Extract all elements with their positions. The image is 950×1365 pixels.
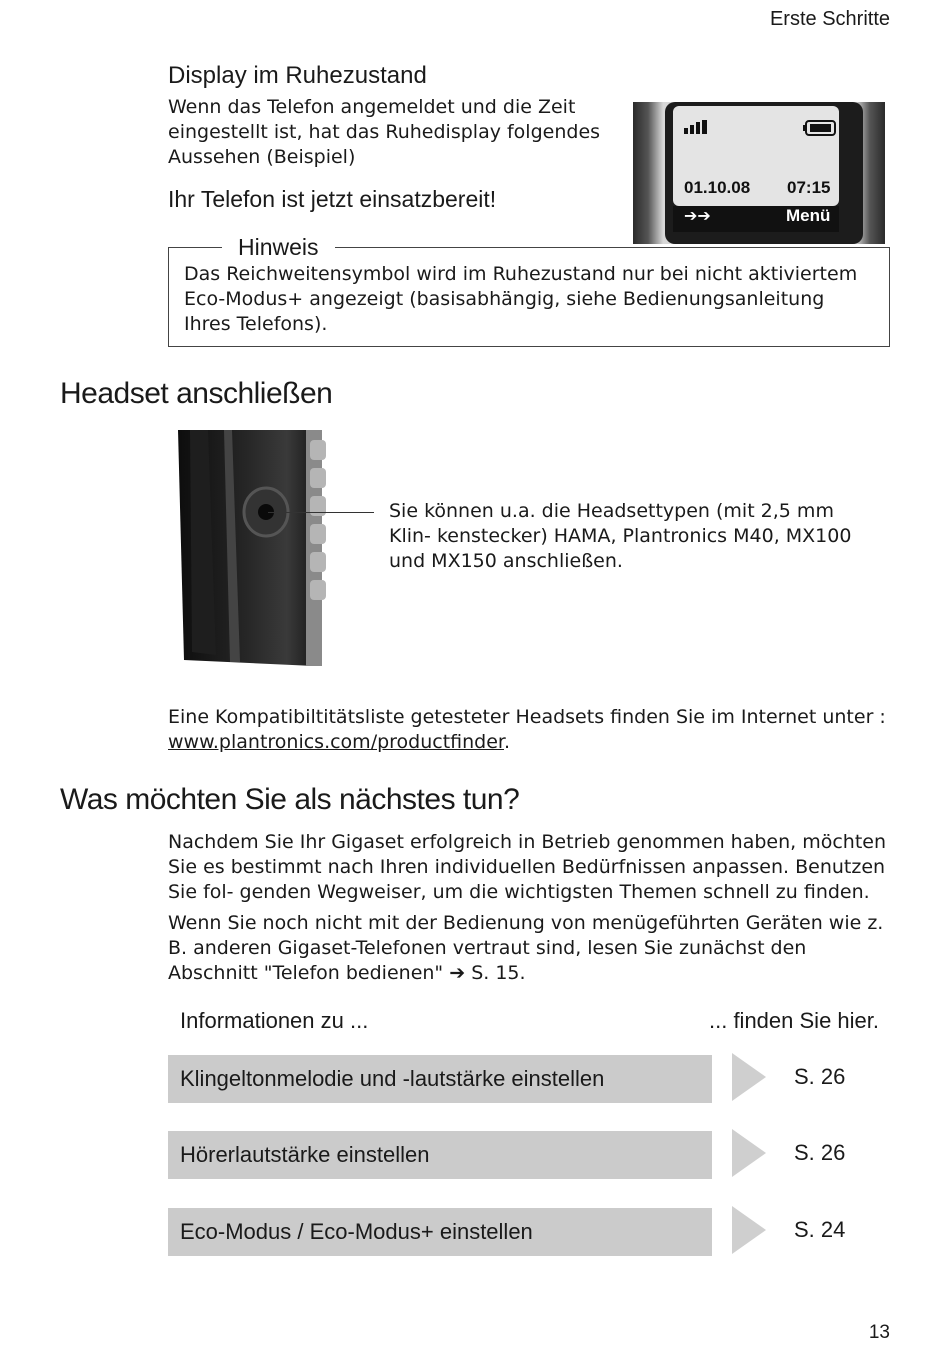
guide-row-page[interactable]: S. 24 bbox=[794, 1217, 846, 1242]
plantronics-link[interactable]: www.plantronics.com/productfinder bbox=[168, 731, 504, 753]
compatibility-end: . bbox=[504, 731, 511, 753]
page-number: 13 bbox=[868, 1322, 890, 1343]
guide-row-page[interactable]: S. 26 bbox=[794, 1064, 846, 1089]
page-header-section: Erste Schritte bbox=[769, 8, 890, 30]
next-steps-paragraph-2-text: Wenn Sie noch nicht mit der Bedienung von menügeführten Geräten wie z. B. anderen Gigaset-Telefonen vertraut sind, lesen Sie zunächst den Abschnitt "Telefon bedienen" bbox=[168, 912, 884, 984]
table-header-topics: Informationen zu ... bbox=[180, 1008, 369, 1033]
headset-types-text: Sie können u.a. die Headsettypen (mit 2,5 mm Klin- kenstecker) HAMA, Plantronics M40, MX100 und MX150 anschließen. bbox=[389, 500, 852, 572]
row-arrow-icon bbox=[732, 1129, 766, 1177]
next-steps-paragraph-1: Nachdem Sie Ihr Gigaset erfolgreich in Betrieb genommen haben, möchten Sie es bestimmt nach Ihren individuellen Bedürfnissen anpassen. Benutzen Sie fol- genden Wegweiser, um die wichtigsten Themen schnell zu finden. bbox=[168, 831, 887, 903]
next-steps-title: Was möchten Sie als nächstes tun? bbox=[60, 783, 520, 816]
compatibility-text: Eine Kompatibiltitätsliste getesteter Headsets finden Sie im Internet unter : bbox=[168, 706, 886, 728]
display-section-title: Display im Ruhezustand bbox=[168, 62, 427, 89]
signal-icon bbox=[684, 120, 702, 136]
headset-section-title: Headset anschließen bbox=[60, 377, 333, 410]
compatibility-paragraph bbox=[168, 705, 890, 755]
guide-row-page[interactable]: S. 26 bbox=[794, 1140, 846, 1165]
row-arrow-icon bbox=[732, 1206, 766, 1254]
ready-text: Ihr Telefon ist jetzt einsatzbereit! bbox=[168, 186, 497, 212]
display-description: Wenn das Telefon angemeldet und die Zeit eingestellt ist, hat das Ruhedisplay folgendes Aussehen (Beispiel) bbox=[168, 96, 601, 168]
guide-row-label: Hörerlautstärke einstellen bbox=[180, 1142, 430, 1167]
headset-socket-image bbox=[176, 430, 328, 666]
callout-line bbox=[268, 512, 374, 513]
page-reference[interactable]: S. 15. bbox=[471, 962, 526, 984]
note-text: Das Reichweitensymbol wird im Ruhezustand nur bei nicht aktiviertem Eco-Modus+ angezeigt (basisabhängig, siehe Bedienungsanleitung Ihres Telefons). bbox=[184, 263, 858, 335]
idle-display-image bbox=[633, 102, 885, 244]
screen-left-softkey: ➔➔ bbox=[684, 206, 711, 225]
note-title: Hinweis bbox=[222, 234, 335, 261]
screen-date: 01.10.08 bbox=[684, 178, 751, 197]
table-header-pages: ... finden Sie hier. bbox=[709, 1008, 879, 1033]
guide-row-label: Klingeltonmelodie und -lautstärke einstellen bbox=[180, 1066, 605, 1091]
screen-menu-softkey: Menü bbox=[786, 206, 831, 225]
row-arrow-icon bbox=[732, 1053, 766, 1101]
next-steps-paragraph-2 bbox=[168, 911, 892, 986]
screen-time: 07:15 bbox=[787, 178, 831, 197]
arrow-icon: ➔ bbox=[449, 962, 466, 984]
guide-row-label: Eco-Modus / Eco-Modus+ einstellen bbox=[180, 1219, 533, 1244]
battery-icon bbox=[803, 120, 835, 136]
